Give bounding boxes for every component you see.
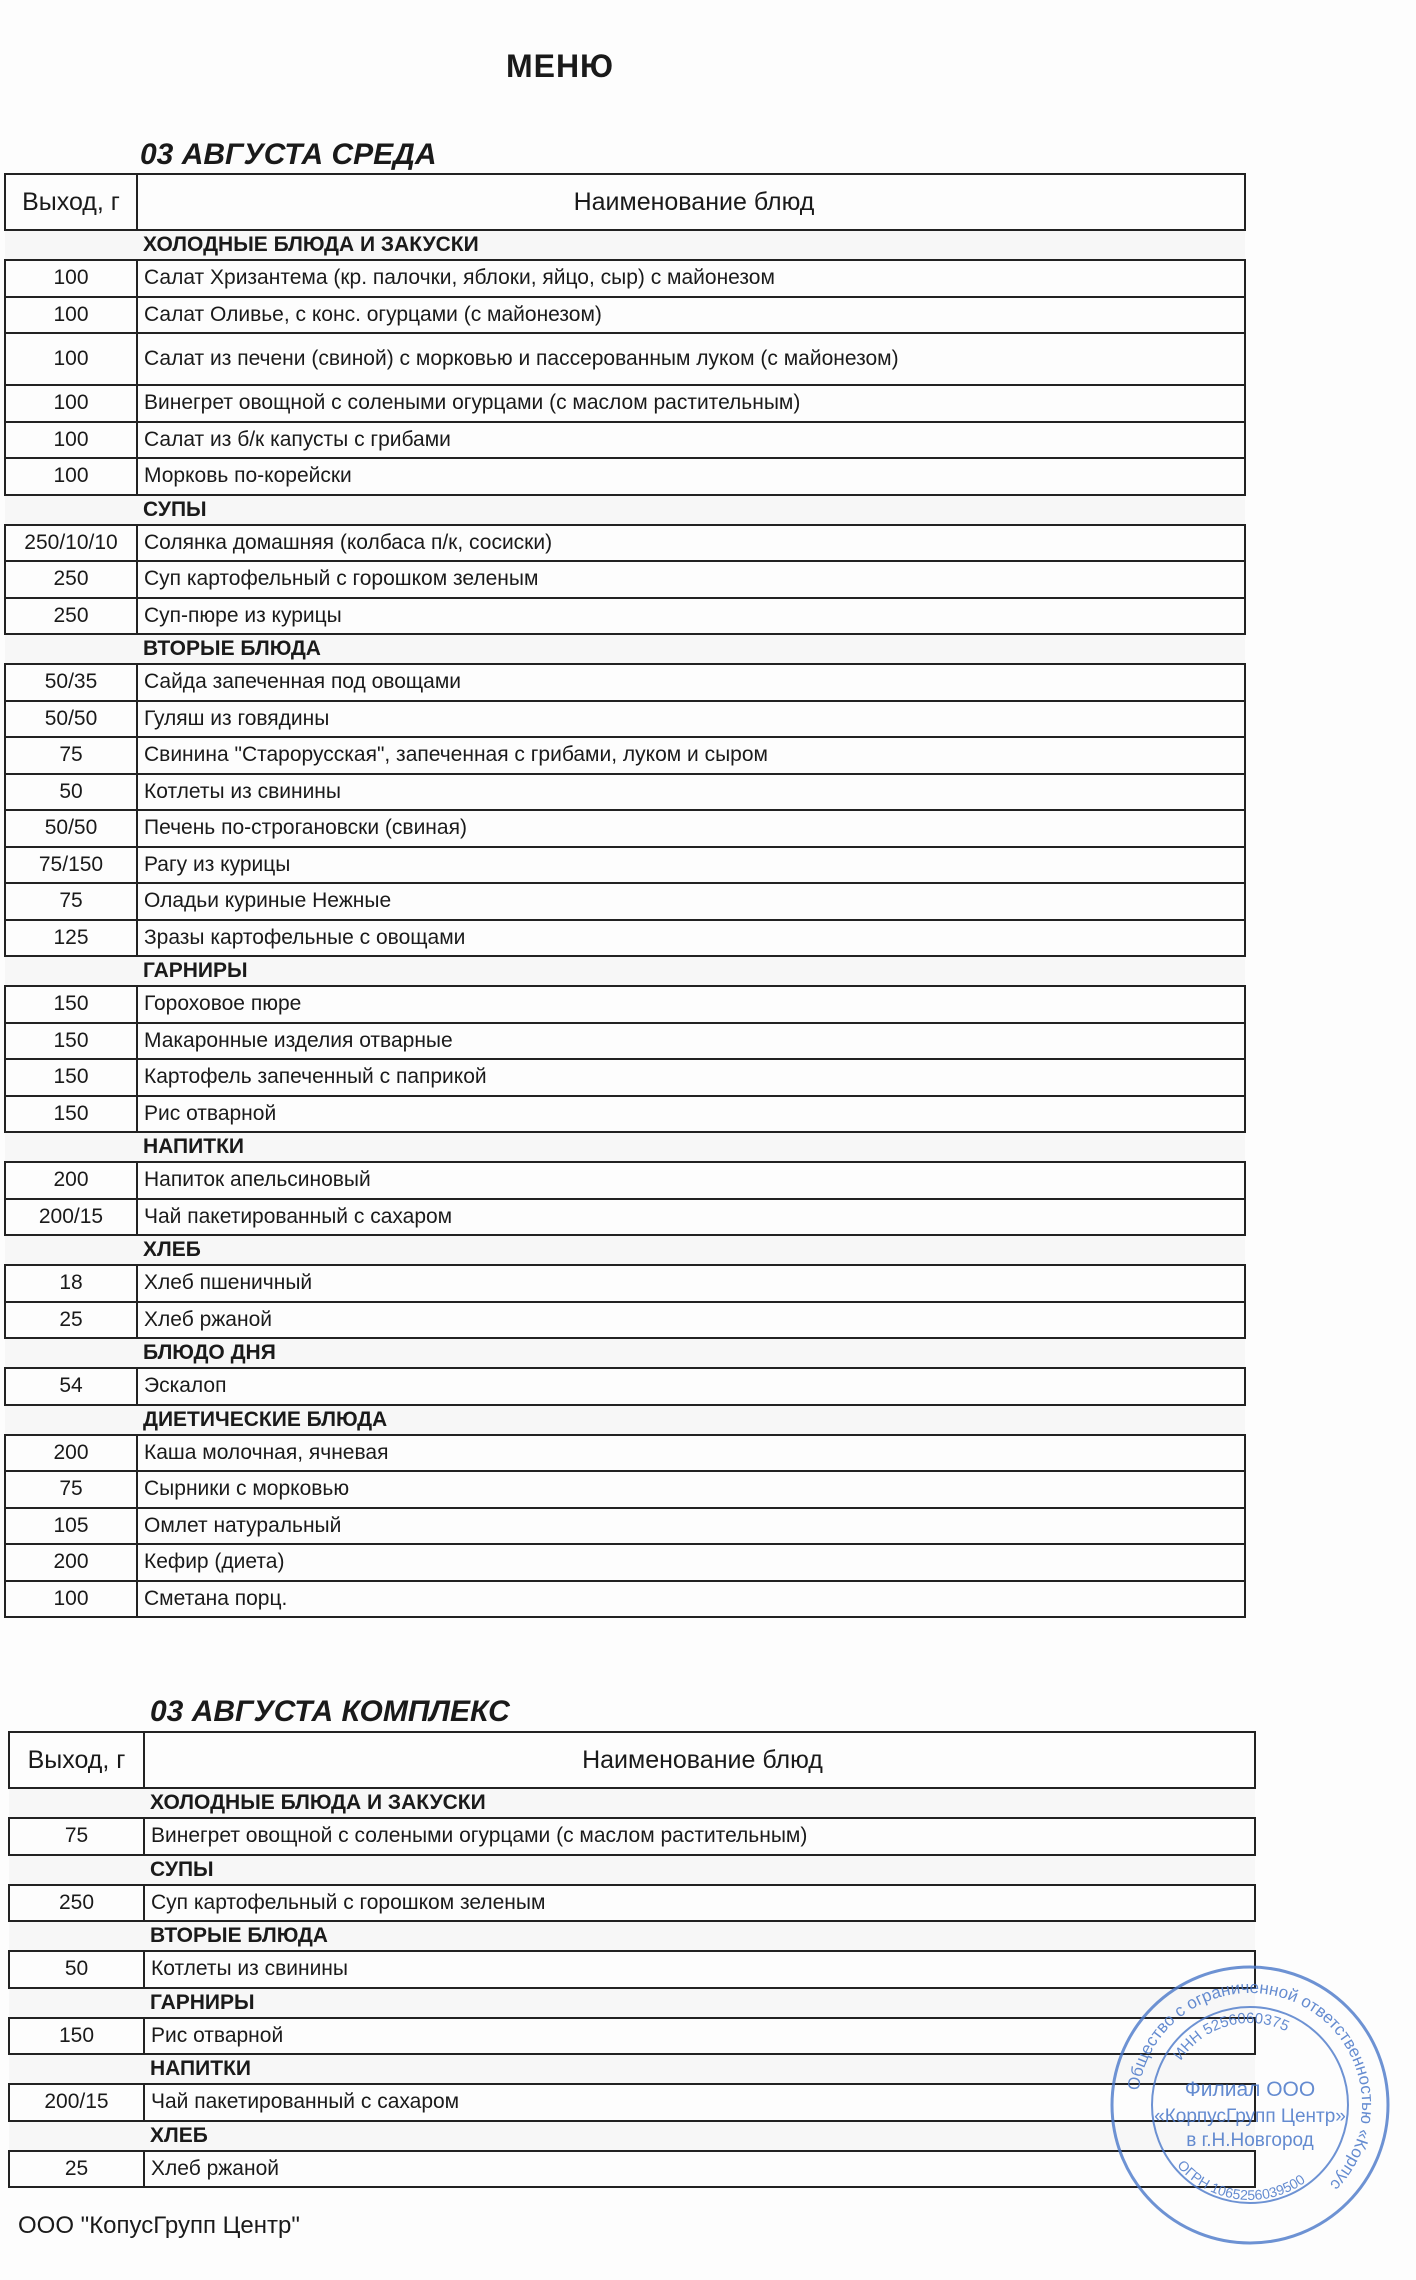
item-name: Зразы картофельные с овощами — [137, 920, 1245, 957]
item-name: Винегрет овощной с солеными огурцами (с маслом растительным) — [137, 385, 1245, 422]
item-qty: 150 — [9, 2018, 144, 2055]
category-row — [9, 2054, 1255, 2084]
category-spacer — [5, 1235, 137, 1265]
menu-item-row — [5, 458, 1245, 495]
item-qty: 250 — [5, 561, 137, 598]
menu-item-row — [9, 2084, 1255, 2121]
item-name: Суп картофельный с горошком зеленым — [144, 1885, 1255, 1922]
svg-text:ИНН 5256060375 — [1170, 2010, 1292, 2063]
item-qty: 100 — [5, 260, 137, 297]
category-spacer — [5, 634, 137, 664]
section-title-complex: 03 АВГУСТА КОМПЛЕКС — [150, 1695, 510, 1728]
menu-item-row — [5, 1435, 1245, 1472]
menu-table-complex — [8, 1731, 1256, 2188]
item-name: Напиток апельсиновый — [137, 1162, 1245, 1199]
category-spacer — [9, 1788, 144, 1818]
category-row — [5, 956, 1245, 986]
item-qty: 250/10/10 — [5, 525, 137, 562]
item-name: Чай пакетированный с сахаром — [137, 1199, 1245, 1236]
stamp-ogrn: ОГРН 1065256039500 — [1174, 2156, 1308, 2204]
item-qty: 200 — [5, 1435, 137, 1472]
item-qty: 100 — [5, 297, 137, 334]
category-name: СУПЫ — [144, 1855, 1255, 1885]
item-name: Оладьи куриные Нежные — [137, 883, 1245, 920]
menu-item-row — [5, 297, 1245, 334]
menu-item-row — [5, 1059, 1245, 1096]
menu-item-row — [9, 1951, 1255, 1988]
item-qty: 100 — [5, 385, 137, 422]
item-qty: 250 — [5, 598, 137, 635]
item-name: Салат Оливье, с конс. огурцами (с майонезом) — [137, 297, 1245, 334]
item-name: Рис отварной — [144, 2018, 1255, 2055]
menu-item-row — [9, 1885, 1255, 1922]
category-row — [5, 1132, 1245, 1162]
item-name: Свинина "Старорусская", запеченная с грибами, луком и сыром — [137, 737, 1245, 774]
category-spacer — [5, 1405, 137, 1435]
item-qty: 150 — [5, 986, 137, 1023]
item-name: Эскалоп — [137, 1368, 1245, 1405]
category-name: ХЛЕБ — [137, 1235, 1245, 1265]
category-name: НАПИТКИ — [144, 2054, 1255, 2084]
menu-item-row — [9, 2151, 1255, 2188]
item-name: Сайда запеченная под овощами — [137, 664, 1245, 701]
category-spacer — [5, 230, 137, 260]
item-name: Хлеб пшеничный — [137, 1265, 1245, 1302]
item-name: Картофель запеченный с паприкой — [137, 1059, 1245, 1096]
item-qty: 100 — [5, 1581, 137, 1618]
item-qty: 75 — [5, 737, 137, 774]
item-qty: 100 — [5, 458, 137, 495]
menu-item-row — [5, 1368, 1245, 1405]
item-qty: 200/15 — [5, 1199, 137, 1236]
table-header-row — [5, 174, 1245, 230]
menu-item-row — [5, 598, 1245, 635]
item-name: Салат из б/к капусты с грибами — [137, 422, 1245, 459]
menu-item-row — [5, 920, 1245, 957]
item-name: Кефир (диета) — [137, 1544, 1245, 1581]
category-spacer — [5, 495, 137, 525]
section-title-wednesday: 03 АВГУСТА СРЕДА — [140, 138, 437, 171]
item-qty: 54 — [5, 1368, 137, 1405]
item-qty: 105 — [5, 1508, 137, 1545]
item-qty: 18 — [5, 1265, 137, 1302]
stamp-ring-text: Общество с ограниченной ответственностью «Корпус — [1123, 1977, 1378, 2195]
category-spacer — [9, 1988, 144, 2018]
menu-item-row — [5, 986, 1245, 1023]
category-row — [9, 1921, 1255, 1951]
menu-item-row — [9, 2018, 1255, 2055]
category-name: ГАРНИРЫ — [144, 1988, 1255, 2018]
menu-item-row — [5, 774, 1245, 811]
table-header-row — [9, 1732, 1255, 1788]
category-row — [9, 1988, 1255, 2018]
item-name: Рагу из курицы — [137, 847, 1245, 884]
item-qty: 50/50 — [5, 701, 137, 738]
item-qty: 75/150 — [5, 847, 137, 884]
category-name: ДИЕТИЧЕСКИЕ БЛЮДА — [137, 1405, 1245, 1435]
menu-item-row — [5, 1096, 1245, 1133]
item-qty: 100 — [5, 333, 137, 385]
category-spacer — [9, 2054, 144, 2084]
menu-item-row — [5, 664, 1245, 701]
menu-item-row — [5, 525, 1245, 562]
company-stamp — [1105, 1960, 1395, 2250]
category-row — [5, 495, 1245, 525]
menu-table-wednesday — [4, 173, 1246, 1618]
category-row — [9, 1855, 1255, 1885]
menu-item-row — [5, 385, 1245, 422]
item-name: Морковь по-корейски — [137, 458, 1245, 495]
item-name: Винегрет овощной с солеными огурцами (с маслом растительным) — [144, 1818, 1255, 1855]
item-qty: 250 — [9, 1885, 144, 1922]
category-row — [5, 1338, 1245, 1368]
menu-item-row — [5, 1162, 1245, 1199]
item-name: Хлеб ржаной — [137, 1302, 1245, 1339]
menu-item-row — [9, 1818, 1255, 1855]
category-row — [5, 634, 1245, 664]
item-name: Каша молочная, ячневая — [137, 1435, 1245, 1472]
item-qty: 75 — [9, 1818, 144, 1855]
menu-item-row — [5, 1023, 1245, 1060]
item-name: Солянка домашняя (колбаса п/к, сосиски) — [137, 525, 1245, 562]
stamp-inn: ИНН 5256060375 — [1170, 2009, 1292, 2064]
menu-item-row — [5, 847, 1245, 884]
item-qty: 200 — [5, 1162, 137, 1199]
menu-item-row — [5, 1265, 1245, 1302]
item-name: Суп-пюре из курицы — [137, 598, 1245, 635]
category-name: ВТОРЫЕ БЛЮДА — [144, 1921, 1255, 1951]
item-qty: 25 — [5, 1302, 137, 1339]
category-name: ГАРНИРЫ — [137, 956, 1245, 986]
header-name: Наименование блюд — [144, 1732, 1255, 1788]
stamp-line1: Филиал ООО — [1184, 2078, 1316, 2101]
category-spacer — [5, 956, 137, 986]
category-row — [9, 2121, 1255, 2151]
menu-item-row — [5, 1199, 1245, 1236]
item-name: Хлеб ржаной — [144, 2151, 1255, 2188]
item-qty: 50 — [9, 1951, 144, 1988]
item-name: Гуляш из говядины — [137, 701, 1245, 738]
item-name: Сметана порц. — [137, 1581, 1245, 1618]
menu-item-row — [5, 1471, 1245, 1508]
menu-item-row — [5, 1508, 1245, 1545]
category-spacer — [9, 2121, 144, 2151]
page-title: МЕНЮ — [505, 48, 615, 84]
item-name: Макаронные изделия отварные — [137, 1023, 1245, 1060]
item-name: Чай пакетированный с сахаром — [144, 2084, 1255, 2121]
item-name: Печень по-строгановски (свиная) — [137, 810, 1245, 847]
category-name: ВТОРЫЕ БЛЮДА — [137, 634, 1245, 664]
category-name: СУПЫ — [137, 495, 1245, 525]
menu-item-row — [5, 561, 1245, 598]
item-name: Котлеты из свинины — [137, 774, 1245, 811]
item-qty: 50/35 — [5, 664, 137, 701]
item-name: Салат Хризантема (кр. палочки, яблоки, яйцо, сыр) с майонезом — [137, 260, 1245, 297]
category-name: БЛЮДО ДНЯ — [137, 1338, 1245, 1368]
item-name: Гороховое пюре — [137, 986, 1245, 1023]
category-row — [5, 230, 1245, 260]
menu-item-row — [5, 1581, 1245, 1618]
header-qty: Выход, г — [5, 174, 137, 230]
item-name: Котлеты из свинины — [144, 1951, 1255, 1988]
item-name: Суп картофельный с горошком зеленым — [137, 561, 1245, 598]
menu-item-row — [5, 810, 1245, 847]
menu-item-row — [5, 1302, 1245, 1339]
menu-item-row — [5, 701, 1245, 738]
item-qty: 100 — [5, 422, 137, 459]
stamp-line2: «КорпусГрупп Центр» — [1154, 2106, 1346, 2127]
item-qty: 75 — [5, 1471, 137, 1508]
item-name: Рис отварной — [137, 1096, 1245, 1133]
stamp-line3: в г.Н.Новгород — [1186, 2130, 1314, 2151]
menu-item-row — [5, 737, 1245, 774]
menu-item-row — [5, 1544, 1245, 1581]
category-row — [5, 1405, 1245, 1435]
header-name: Наименование блюд — [137, 174, 1245, 230]
item-qty: 75 — [5, 883, 137, 920]
item-name: Салат из печени (свиной) с морковью и пассерованным луком (с майонезом) — [137, 333, 1245, 385]
item-qty: 200/15 — [9, 2084, 144, 2121]
item-qty: 50 — [5, 774, 137, 811]
category-name: НАПИТКИ — [137, 1132, 1245, 1162]
category-row — [9, 1788, 1255, 1818]
category-spacer — [5, 1132, 137, 1162]
category-spacer — [9, 1921, 144, 1951]
category-name: ХОЛОДНЫЕ БЛЮДА И ЗАКУСКИ — [144, 1788, 1255, 1818]
footer-company: ООО "КопусГрупп Центр" — [18, 2212, 300, 2239]
menu-item-row — [5, 260, 1245, 297]
menu-item-row — [5, 883, 1245, 920]
item-qty: 200 — [5, 1544, 137, 1581]
header-qty: Выход, г — [9, 1732, 144, 1788]
item-qty: 25 — [9, 2151, 144, 2188]
item-qty: 50/50 — [5, 810, 137, 847]
item-qty: 150 — [5, 1023, 137, 1060]
category-name: ХЛЕБ — [144, 2121, 1255, 2151]
item-name: Сырники с морковью — [137, 1471, 1245, 1508]
item-qty: 125 — [5, 920, 137, 957]
item-name: Омлет натуральный — [137, 1508, 1245, 1545]
category-name: ХОЛОДНЫЕ БЛЮДА И ЗАКУСКИ — [137, 230, 1245, 260]
menu-item-row — [5, 333, 1245, 385]
category-row — [5, 1235, 1245, 1265]
item-qty: 150 — [5, 1096, 137, 1133]
category-spacer — [9, 1855, 144, 1885]
category-spacer — [5, 1338, 137, 1368]
menu-item-row — [5, 422, 1245, 459]
item-qty: 150 — [5, 1059, 137, 1096]
